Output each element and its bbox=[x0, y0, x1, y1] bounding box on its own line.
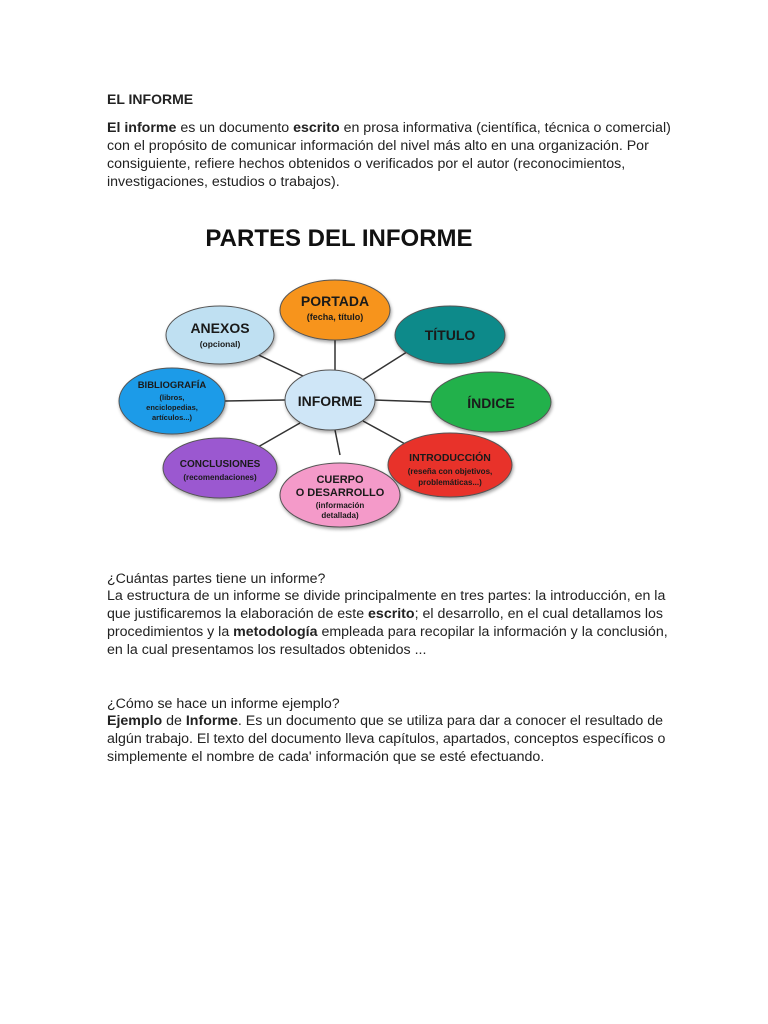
node-center bbox=[285, 370, 375, 430]
p2-bold-2: metodología bbox=[233, 624, 318, 640]
question-2: ¿Cómo se hace un informe ejemplo? bbox=[107, 696, 340, 712]
intro-bold-2: escrito bbox=[293, 120, 340, 136]
structure-paragraph bbox=[107, 587, 677, 659]
question-1: ¿Cuántas partes tiene un informe? bbox=[107, 571, 326, 587]
page-title: EL INFORME bbox=[107, 91, 194, 107]
intro-paragraph bbox=[107, 119, 677, 191]
introduccion-sub-1: (reseña con objetivos, bbox=[407, 467, 493, 476]
introduccion-label: INTRODUCCIÓN bbox=[409, 452, 491, 464]
indice-label: ÍNDICE bbox=[467, 395, 515, 411]
portada-sub: (fecha, título) bbox=[306, 312, 364, 322]
bibliografia-sub-1: (libros, bbox=[159, 393, 185, 402]
node-anexos bbox=[166, 306, 274, 364]
anexos-label: ANEXOS bbox=[190, 320, 250, 336]
anexos-sub: (opcional) bbox=[199, 339, 241, 349]
p3-text-1: de bbox=[162, 713, 186, 729]
introduccion-sub-2: problemáticas...) bbox=[418, 478, 482, 487]
p2-text-1: La estructura de un informe se divide principalmente en tres partes: la introducción, en la que justificaremos la elaboración de este bbox=[107, 588, 666, 622]
node-conclusiones bbox=[163, 438, 277, 498]
cuerpo-label-1: CUERPO bbox=[316, 474, 364, 486]
conclusiones-label: CONCLUSIONES bbox=[179, 459, 261, 470]
bibliografia-label: BIBLIOGRAFÍA bbox=[137, 380, 207, 391]
portada-label: PORTADA bbox=[300, 293, 370, 309]
p3-bold-1: Ejemplo bbox=[107, 713, 163, 729]
bibliografia-sub-2: enciclopedias, bbox=[146, 403, 198, 412]
cuerpo-label-2: O DESARROLLO bbox=[295, 487, 385, 499]
diagram-title: PARTES DEL INFORME bbox=[205, 225, 473, 252]
cuerpo-sub-1: (información bbox=[315, 501, 365, 510]
example-paragraph bbox=[107, 712, 677, 766]
intro-text-1: es un documento bbox=[176, 120, 294, 136]
titulo-label: TÍTULO bbox=[424, 327, 476, 343]
bibliografia-sub-3: artículos...) bbox=[151, 413, 193, 422]
p3-bold-2: Informe bbox=[185, 713, 238, 729]
cuerpo-sub-2: detallada) bbox=[321, 511, 359, 520]
p2-text-3: empleada para recopilar la información y la conclusión, en la cual presentamos los resultados obtenidos ... bbox=[107, 624, 668, 658]
node-indice bbox=[431, 372, 551, 432]
node-titulo bbox=[395, 306, 505, 364]
node-cuerpo bbox=[280, 463, 400, 527]
parts-diagram bbox=[110, 215, 558, 535]
node-introduccion bbox=[388, 433, 512, 497]
center-label: INFORME bbox=[297, 393, 363, 409]
node-portada bbox=[280, 280, 390, 340]
conclusiones-sub: (recomendaciones) bbox=[183, 473, 257, 482]
intro-bold-1: El informe bbox=[107, 120, 177, 136]
p2-text-2: ; el desarrollo, en el cual detallamos los procedimientos y la bbox=[107, 606, 663, 640]
p2-bold-1: escrito bbox=[368, 606, 415, 622]
intro-text-2: en prosa informativa (científica, técnica o comercial) con el propósito de comunicar información del nivel más alto en una organización. Por consiguiente, refiere hechos obtenidos o verificados por el autor (reconocimientos, investigaciones, estudios o trabajos). bbox=[107, 120, 671, 190]
p3-text-2: . Es un documento que se utiliza para dar a conocer el resultado de algún trabajo. El texto del documento lleva capítulos, apartados, conceptos específicos o simplemente el nombre de cada' información que se esté efectuando. bbox=[107, 713, 666, 765]
node-bibliografia bbox=[119, 368, 225, 434]
